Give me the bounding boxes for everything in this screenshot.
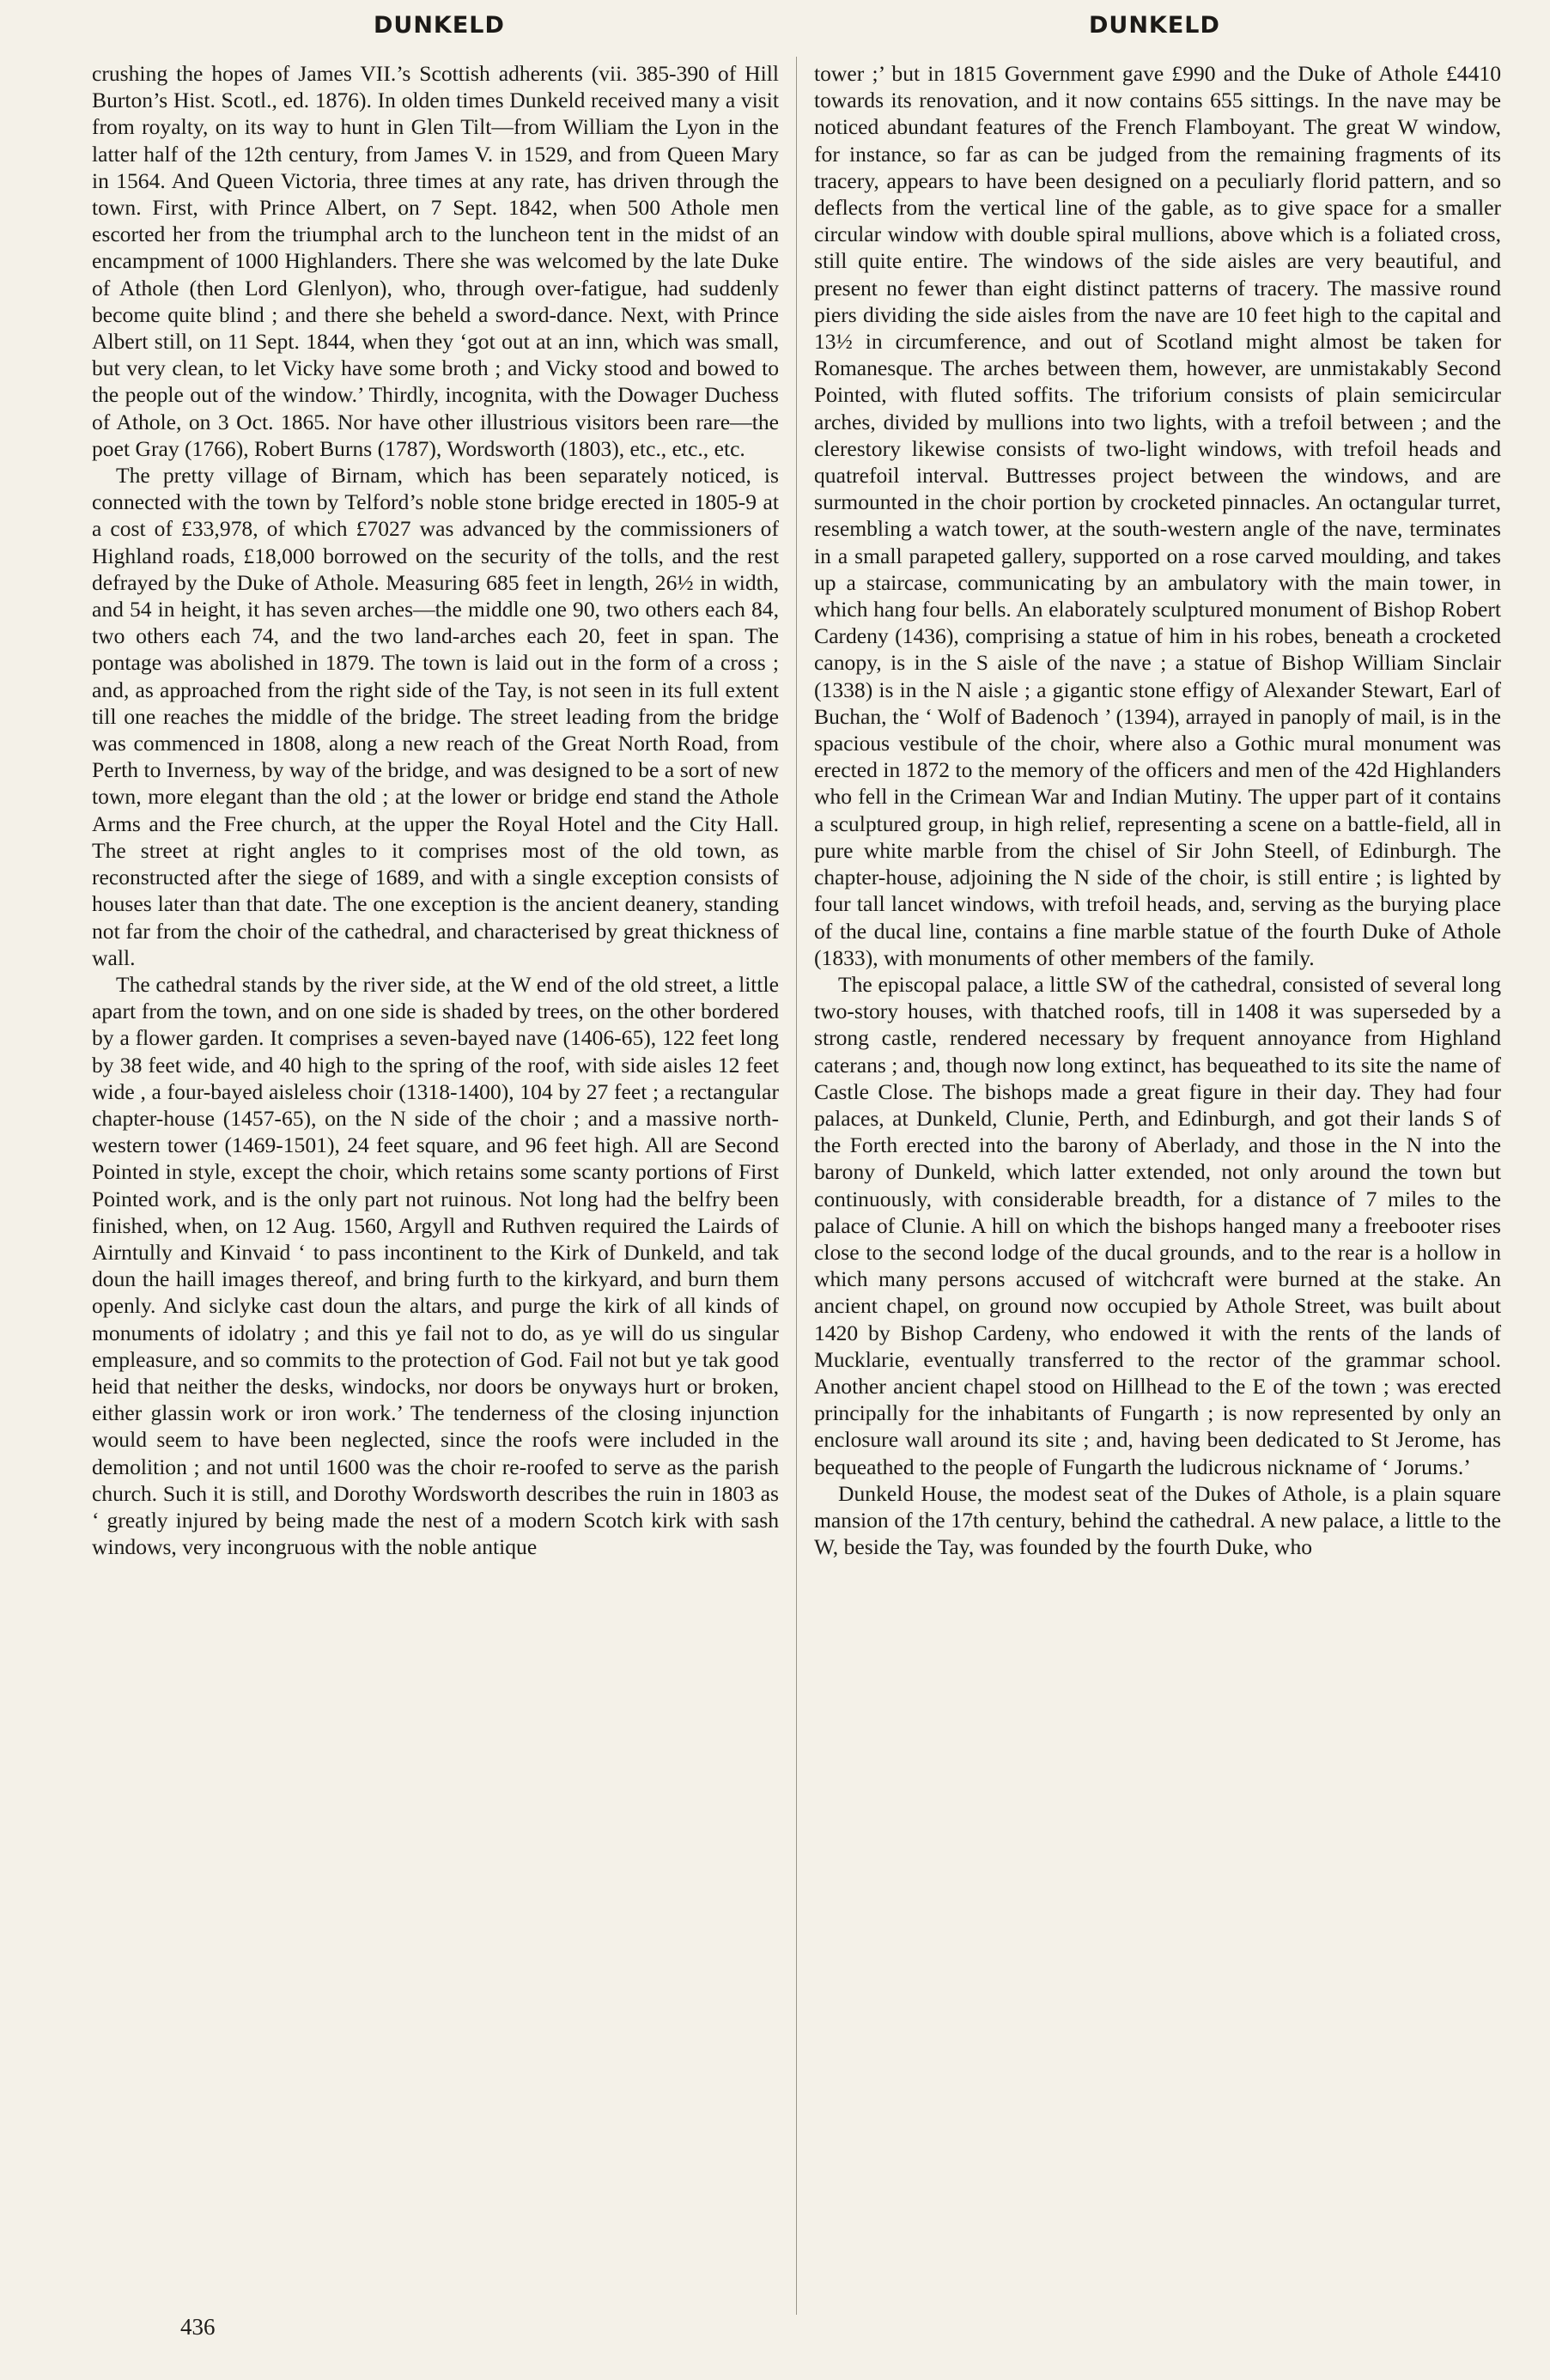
paragraph: The pretty village of Birnam, which has been separately noticed, is connected with the town by Telford’s noble stone bridge erected in 1805-9 at a cost of £33,978, of which £7027 was advanced by the commissioners of Highland roads, £18,000 borrowed on the security of the tolls, and the rest defrayed by the Duke of Athole. Measuring 685 feet in length, 26½ in width, and 54 in height, it has seven arches—the middle one 90, two others each 84, two others each 74, and the two land-arches each 20, feet in span. The pontage was abolished in 1879. The town is laid out in the form of a cross ; and, as approached from the right side of the Tay, is not seen in its full extent till one reaches the middle of the bridge. The street leading from the bridge was commenced in 1808, along a new reach of the Great North Road, from Perth to Inverness, by way of the bridge, and was designed to be a sort of new town, more elegant than the old ; at the lower or bridge end stand the Athole Arms and the Free church, at the upper the Royal Hotel and the City Hall. The street at right angles to it comprises most of the old town, as reconstructed after the siege of 1689, and with a single exception consists of houses later than that date. The one exception is the ancient deanery, standing not far from the choir of the cathedral, and characterised by great thickness of wall.: [92, 463, 779, 970]
left-column: [92, 60, 779, 1560]
paragraph: tower ;’ but in 1815 Government gave £990 and the Duke of Athole £4410 towards its renovation, and it now contains 655 sittings. In the nave may be noticed abundant features of the French Flamboyant. The great W window, for instance, so far as can be judged from the remaining fragments of its tracery, appears to have been designed on a peculiarly florid pattern, and so deflects from the vertical line of the gable, as to give space for a smaller circular window with double spiral mullions, above which is a foliated cross, still quite entire. The windows of the side aisles are very beautiful, and present no fewer than eight distinct patterns of tracery. The massive round piers dividing the side aisles from the nave are 10 feet high to the capital and 13½ in circumference, and out of Scotland might almost be taken for Romanesque. The arches between them, however, are unmistakably Second Pointed, with fluted soffits. The triforium consists of plain semicircular arches, divided by mullions into two lights, with a trefoil between ; and the clerestory likewise consists of two-light windows, with trefoil heads and quatrefoil interval. Buttresses project between the windows, and are surmounted in the choir portion by crocketed pinnacles. An octangular turret, resembling a watch tower, at the south-western angle of the nave, terminates in a small parapeted gallery, supported on a rose carved moulding, and takes up a staircase, communicating by an ambulatory with the main tower, in which hang four bells. An elaborately sculptured monument of Bishop Robert Cardeny (1436), comprising a statue of him in his robes, beneath a crocketed canopy, is in the S aisle of the nave ; a statue of Bishop William Sinclair (1338) is in the N aisle ; a gigantic stone effigy of Alexander Stewart, Earl of Buchan, the ‘ Wolf of Badenoch ’ (1394), arrayed in panoply of mail, is in the spacious vestibule of the choir, where also a Gothic mural monument was erected in 1872 to the memory of the officers and men of the 42d Highlanders who fell in the Crimean War and Indian Mutiny. The upper part of it contains a sculptured group, in high relief, representing a scene on a battle-field, all in pure white marble from the chisel of Sir John Steell, of Edinburgh. The chapter-house, adjoining the N side of the choir, is still entire ; is lighted by four tall lancet windows, with trefoil heads, and, serving as the burying place of the ducal line, contains a fine marble statue of the fourth Duke of Athole (1833), with monuments of other members of the family.: [814, 61, 1501, 970]
paragraph: crushing the hopes of James VII.’s Scottish adherents (vii. 385-390 of Hill Burton’s Hist. Scotl., ed. 1876). In olden times Dunkeld received many a visit from royalty, on its way to hunt in Glen Tilt—from William the Lyon in the latter half of the 12th century, from James V. in 1529, and from Queen Mary in 1564. And Queen Victoria, three times at any rate, has driven through the town. First, with Prince Albert, on 7 Sept. 1842, when 500 Athole men escorted her from the triumphal arch to the luncheon tent in the midst of an encampment of 1000 Highlanders. There she was welcomed by the late Duke of Athole (then Lord Glenlyon), who, through over-fatigue, had suddenly become quite blind ; and there she beheld a sword-dance. Next, with Prince Albert still, on 11 Sept. 1844, when they ‘got out at an inn, which was small, but very clean, to let Vicky have some broth ; and Vicky stood and bowed to the people out of the window.’ Thirdly, incognita, with the Dowager Duchess of Athole, on 3 Oct. 1865. Nor have other illustrious visitors been rare—the poet Gray (1766), Robert Burns (1787), Wordsworth (1803), etc., etc., etc.: [92, 61, 779, 461]
right-column: [814, 60, 1501, 1560]
page-number: 436: [180, 2314, 216, 2340]
running-head-right: DUNKELD: [1089, 12, 1220, 39]
column-divider: [796, 57, 797, 2315]
paragraph: The cathedral stands by the river side, at the W end of the old street, a little apart from the town, and on one side is shaded by trees, on the other bordered by a flower garden. It comprises a seven-bayed nave (1406-65), 122 feet long by 38 feet wide, and 40 high to the spring of the roof, with side aisles 12 feet wide , a four-bayed aisleless choir (1318-1400), 104 by 27 feet ; a rectangular chapter-house (1457-65), on the N side of the choir ; and a massive north-western tower (1469-1501), 24 feet square, and 96 feet high. All are Second Pointed in style, except the choir, which retains some scanty portions of First Pointed work, and is the only part not ruinous. Not long had the belfry been finished, when, on 12 Aug. 1560, Argyll and Ruthven required the Lairds of Airntully and Kinvaid ‘ to pass incontinent to the Kirk of Dunkeld, and tak doun the haill images thereof, and bring furth to the kirkyard, and burn them openly. And siclyke cast doun the altars, and purge the kirk of all kinds of monuments of idolatry ; and this ye fail not to do, as ye will do us singular empleasure, and so commits to the protection of God. Fail not but ye tak good heid that neither the desks, windocks, nor doors be onyways hurt or broken, either glassin work or iron work.’ The tenderness of the closing injunction would seem to have been neglected, since the roofs were included in the demolition ; and not until 1600 was the choir re-roofed to serve as the parish church. Such it is still, and Dorothy Wordsworth describes the ruin in 1803 as ‘ greatly injured by being made the nest of a modern Scotch kirk with sash windows, very incongruous with the noble antique: [92, 971, 779, 1560]
paragraph: The episcopal palace, a little SW of the cathedral, consisted of several long two-story houses, with thatched roofs, till in 1408 it was superseded by a strong castle, rendered necessary by frequent annoyance from Highland caterans ; and, though now long extinct, has bequeathed to its site the name of Castle Close. The bishops made a great figure in their day. They had four palaces, at Dunkeld, Clunie, Perth, and Edinburgh, and got their lands S of the Forth erected into the barony of Aberlady, and those in the N into the barony of Dunkeld, which latter extended, not only around the town but continuously, with considerable breadth, for a distance of 7 miles to the palace of Clunie. A hill on which the bishops hanged many a freebooter rises close to the second lodge of the ducal grounds, and to the rear is a hollow in which many persons accused of witchcraft were burned at the stake. An ancient chapel, on ground now occupied by Athole Street, was built about 1420 by Bishop Cardeny, who endowed it with the rents of the lands of Mucklarie, eventually transferred to the rector of the grammar school. Another ancient chapel stood on Hillhead to the E of the town ; was erected principally for the inhabitants of Fungarth ; is now represented by only an enclosure wall around its site ; and, having been dedicated to St Jerome, has bequeathed to the people of Fungarth the ludicrous nickname of ‘ Jorums.’: [814, 971, 1501, 1479]
running-head-left: DUNKELD: [374, 12, 505, 39]
paragraph: Dunkeld House, the modest seat of the Dukes of Athole, is a plain square mansion of the 17th century, behind the cathedral. A new palace, a little to the W, beside the Tay, was founded by the fourth Duke, who: [814, 1480, 1501, 1560]
